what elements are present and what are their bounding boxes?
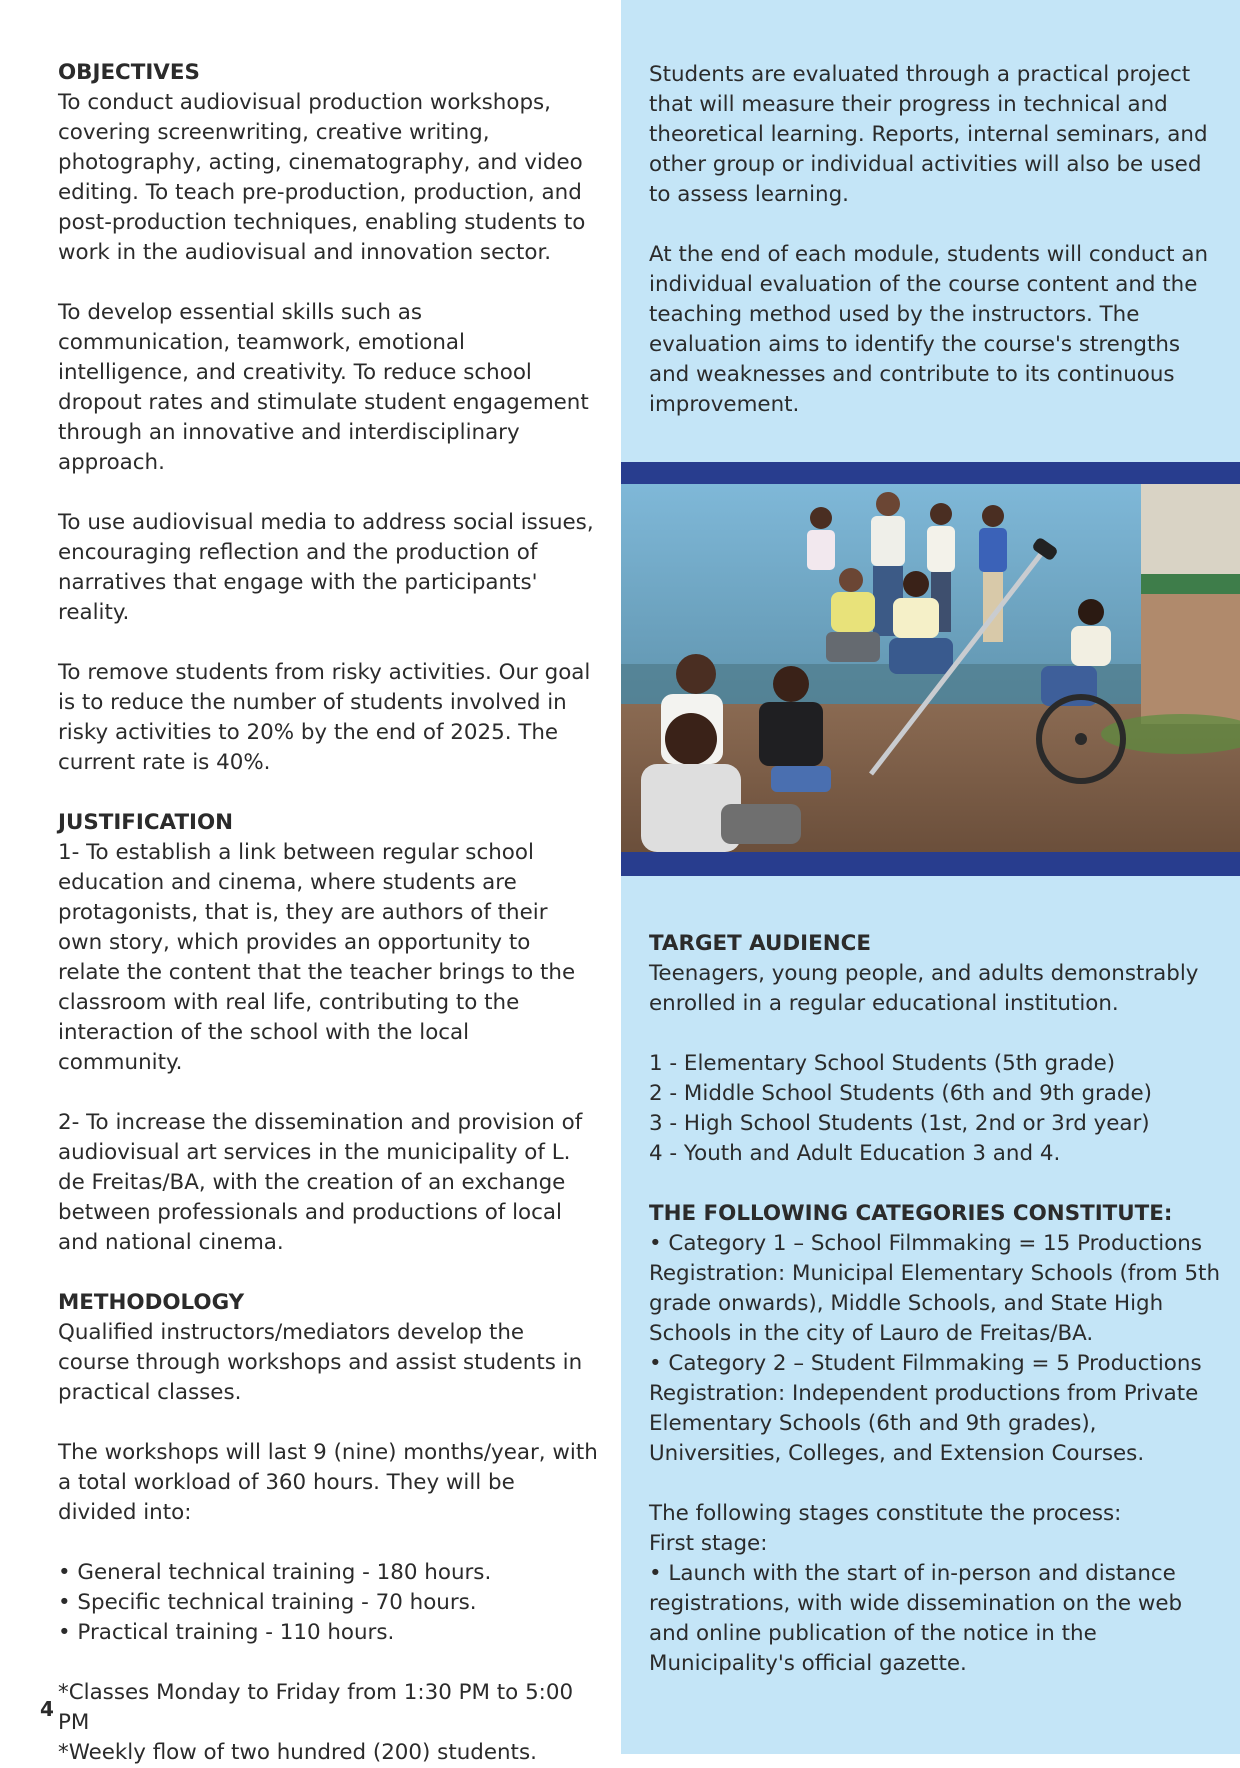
categories-heading: THE FOLLOWING CATEGORIES CONSTITUTE: <box>649 1201 1173 1226</box>
page-number: 4 <box>40 1697 54 1721</box>
left-column <box>58 58 598 1768</box>
first-stage-item: • Launch with the start of in-person and distance registrations, with wide dissemination on the web and online publication of the notice in the Municipality's official gazette. <box>649 1561 1183 1676</box>
justification-paragraph-1: 1- To establish a link between regular school education and cinema, where students are protagonists, that is, they are authors of their own story, which provides an opportunity to relate the content that the teacher brings to the classroom with real life, contributing to the interaction of the school with the local community. <box>58 840 576 1075</box>
evaluation-paragraph-1: Students are evaluated through a practical project that will measure their progress in technical and theoretical learning. Reports, internal seminars, and other group or individual activities will also be used to assess learning. <box>649 62 1208 207</box>
category-1-registration: Registration: Municipal Elementary Schools (from 5th grade onwards), Middle Schools, and State High Schools in the city of Lauro de Freitas/BA. <box>649 1261 1220 1346</box>
training-item: • Specific technical training - 70 hours. <box>58 1590 477 1615</box>
methodology-heading: METHODOLOGY <box>58 1290 245 1315</box>
schedule-note: *Weekly flow of two hundred (200) students. <box>58 1740 537 1765</box>
objectives-paragraph-3: To use audiovisual media to address social issues, encouraging reflection and the production of narratives that engage with the participants' reality. <box>58 510 594 625</box>
category-2-registration: Registration: Independent productions from Private Elementary Schools (6th and 9th grades), Universities, Colleges, and Extension Courses. <box>649 1381 1199 1466</box>
audience-item: 1 - Elementary School Students (5th grade) <box>649 1051 1116 1076</box>
category-1: • Category 1 – School Filmmaking = 15 Productions <box>649 1231 1203 1256</box>
audience-item: 4 - Youth and Adult Education 3 and 4. <box>649 1141 1061 1166</box>
category-2: • Category 2 – Student Filmmaking = 5 Productions <box>649 1351 1202 1376</box>
audience-item: 2 - Middle School Students (6th and 9th grade) <box>649 1081 1153 1106</box>
workshop-photo <box>621 484 1240 852</box>
training-item: • Practical training - 110 hours. <box>58 1620 395 1645</box>
first-stage-label: First stage: <box>649 1531 768 1556</box>
target-audience-heading: TARGET AUDIENCE <box>649 931 871 956</box>
training-item: • General technical training - 180 hours. <box>58 1560 492 1585</box>
stages-intro: The following stages constitute the process: <box>649 1501 1122 1526</box>
evaluation-paragraph-2: At the end of each module, students will conduct an individual evaluation of the course content and the teaching method used by the instructors. The evaluation aims to identify the course's strengths and weaknesses and contribute to its continuous improvement. <box>649 242 1208 417</box>
target-audience-paragraph: Teenagers, young people, and adults demonstrably enrolled in a regular educational institution. <box>649 961 1199 1016</box>
objectives-paragraph-4: To remove students from risky activities. Our goal is to reduce the number of students involved in risky activities to 20% by the end of 2025. The current rate is 40%. <box>58 660 591 775</box>
justification-heading: JUSTIFICATION <box>58 810 234 835</box>
objectives-paragraph-2: To develop essential skills such as communication, teamwork, emotional intelligence, and creativity. To reduce school dropout rates and stimulate student engagement through an innovative and interdisciplinary approach. <box>58 300 589 475</box>
objectives-heading: OBJECTIVES <box>58 60 200 85</box>
methodology-paragraph-1: Qualified instructors/mediators develop the course through workshops and assist students in practical classes. <box>58 1320 583 1405</box>
methodology-paragraph-2: The workshops will last 9 (nine) months/year, with a total workload of 360 hours. They will be divided into: <box>58 1440 598 1525</box>
evaluation-section <box>649 60 1221 420</box>
audience-item: 3 - High School Students (1st, 2nd or 3rd year) <box>649 1111 1150 1136</box>
objectives-paragraph-1: To conduct audiovisual production workshops, covering screenwriting, creative writing, photography, acting, cinematography, and video editing. To teach pre-production, production, and post-production techniques, enabling students to work in the audiovisual and innovation sector. <box>58 90 586 265</box>
target-audience-section <box>649 929 1221 1679</box>
justification-paragraph-2: 2- To increase the dissemination and provision of audiovisual art services in the municipality of L. de Freitas/BA, with the creation of an exchange between professionals and productions of local and national cinema. <box>58 1110 583 1255</box>
schedule-note: *Classes Monday to Friday from 1:30 PM to 5:00 PM <box>58 1680 574 1735</box>
